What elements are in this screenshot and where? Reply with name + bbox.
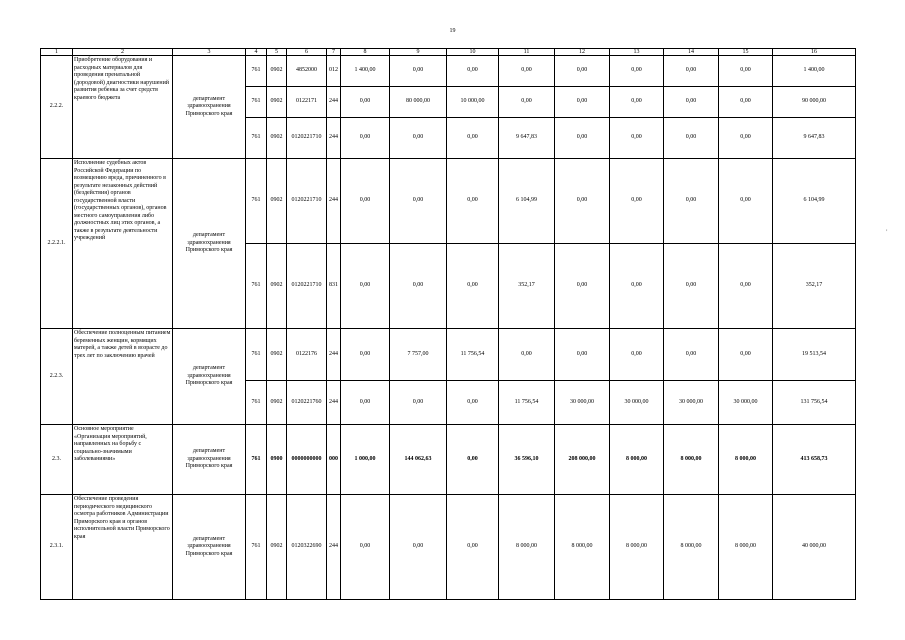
cell-value: 8 000,00 bbox=[664, 425, 719, 495]
row-description: Обеспечение полноценным питанием беременных женщин, кормящих матерей, а также детей в возрасте до трех лет по заключению врачей bbox=[73, 329, 173, 425]
cell-value: 0902 bbox=[267, 159, 287, 244]
cell-value: 0122171 bbox=[287, 87, 327, 118]
cell-value: 0,00 bbox=[664, 329, 719, 381]
cell-value: 8 000,00 bbox=[610, 425, 664, 495]
cell-value: 0,00 bbox=[341, 159, 390, 244]
cell-value: 0120322690 bbox=[287, 495, 327, 600]
cell-value: 0902 bbox=[267, 87, 287, 118]
cell-value: 0,00 bbox=[610, 87, 664, 118]
cell-value: 0,00 bbox=[555, 159, 610, 244]
cell-value: 000 bbox=[327, 425, 341, 495]
cell-value: 0,00 bbox=[447, 425, 499, 495]
cell-value: 0,00 bbox=[555, 87, 610, 118]
cell-value: 0,00 bbox=[664, 159, 719, 244]
budget-table bbox=[40, 48, 856, 600]
cell-value: 0,00 bbox=[499, 87, 555, 118]
cell-value: 0,00 bbox=[341, 495, 390, 600]
cell-value: 0,00 bbox=[555, 244, 610, 329]
cell-value: 0,00 bbox=[610, 329, 664, 381]
cell-value: 1 400,00 bbox=[341, 56, 390, 87]
row-department: департамент здравоохранения Приморского края bbox=[173, 495, 246, 600]
cell-value: 208 000,00 bbox=[555, 425, 610, 495]
table-row bbox=[41, 495, 856, 600]
cell-value: 761 bbox=[246, 425, 267, 495]
cell-value: 0,00 bbox=[499, 56, 555, 87]
cell-value: 80 000,00 bbox=[390, 87, 447, 118]
cell-value: 761 bbox=[246, 87, 267, 118]
cell-value: 0,00 bbox=[390, 118, 447, 159]
table-row bbox=[41, 329, 856, 381]
cell-value: 761 bbox=[246, 495, 267, 600]
cell-value: 30 000,00 bbox=[719, 381, 773, 425]
row-description: Основное мероприятие «Организация мероприятий, направленных на борьбу с социально-значимыми заболеваниями» bbox=[73, 425, 173, 495]
cell-value: 7 757,00 bbox=[390, 329, 447, 381]
cell-value: 4852000 bbox=[287, 56, 327, 87]
cell-value: 0902 bbox=[267, 56, 287, 87]
cell-value: 0,00 bbox=[447, 56, 499, 87]
cell-value: 8 000,00 bbox=[719, 495, 773, 600]
column-header: 11 bbox=[499, 49, 555, 56]
column-header: 14 bbox=[664, 49, 719, 56]
cell-value: 0,00 bbox=[610, 56, 664, 87]
cell-value: 0,00 bbox=[719, 87, 773, 118]
column-header: 13 bbox=[610, 49, 664, 56]
cell-value: 6 104,99 bbox=[773, 159, 856, 244]
row-code: 2.3. bbox=[41, 425, 73, 495]
cell-value: 11 756,54 bbox=[499, 381, 555, 425]
row-department: департамент здравоохранения Приморского края bbox=[173, 159, 246, 329]
cell-value: 0,00 bbox=[341, 329, 390, 381]
cell-value: 131 756,54 bbox=[773, 381, 856, 425]
cell-value: 761 bbox=[246, 118, 267, 159]
cell-value: 0,00 bbox=[390, 244, 447, 329]
row-code: 2.2.3. bbox=[41, 329, 73, 425]
cell-value: 244 bbox=[327, 329, 341, 381]
row-code: 2.2.2.1. bbox=[41, 159, 73, 329]
cell-value: 352,17 bbox=[773, 244, 856, 329]
row-description: Обеспечение проведения периодического медицинского осмотра работников Администрации Приморского края и органов исполнительной власти Приморского края bbox=[73, 495, 173, 600]
cell-value: 831 bbox=[327, 244, 341, 329]
cell-value: 0,00 bbox=[447, 244, 499, 329]
cell-value: 9 647,83 bbox=[773, 118, 856, 159]
cell-value: 0,00 bbox=[390, 56, 447, 87]
cell-value: 0,00 bbox=[719, 56, 773, 87]
column-header: 6 bbox=[287, 49, 327, 56]
cell-value: 0,00 bbox=[341, 244, 390, 329]
cell-value: 012 bbox=[327, 56, 341, 87]
cell-value: 0,00 bbox=[341, 87, 390, 118]
page-number: 19 bbox=[449, 28, 456, 34]
cell-value: 761 bbox=[246, 244, 267, 329]
column-header: 7 bbox=[327, 49, 341, 56]
row-code: 2.2.2. bbox=[41, 56, 73, 159]
cell-value: 36 596,10 bbox=[499, 425, 555, 495]
cell-value: 0,00 bbox=[610, 159, 664, 244]
cell-value: 0,00 bbox=[664, 87, 719, 118]
row-code: 2.3.1. bbox=[41, 495, 73, 600]
column-header: 2 bbox=[73, 49, 173, 56]
cell-value: 0,00 bbox=[664, 244, 719, 329]
table-row bbox=[41, 56, 856, 87]
cell-value: 761 bbox=[246, 159, 267, 244]
cell-value: 8 000,00 bbox=[555, 495, 610, 600]
column-header: 9 bbox=[390, 49, 447, 56]
column-header: 5 bbox=[267, 49, 287, 56]
cell-value: 0,00 bbox=[555, 56, 610, 87]
column-header: 3 bbox=[173, 49, 246, 56]
cell-value: 9 647,83 bbox=[499, 118, 555, 159]
cell-value: 0,00 bbox=[555, 329, 610, 381]
cell-value: 30 000,00 bbox=[610, 381, 664, 425]
cell-value: 352,17 bbox=[499, 244, 555, 329]
cell-value: 0120221710 bbox=[287, 118, 327, 159]
cell-value: 0120221710 bbox=[287, 159, 327, 244]
cell-value: 244 bbox=[327, 495, 341, 600]
cell-value: 0,00 bbox=[447, 118, 499, 159]
cell-value: 10 000,00 bbox=[447, 87, 499, 118]
cell-value: 30 000,00 bbox=[555, 381, 610, 425]
cell-value: 8 000,00 bbox=[664, 495, 719, 600]
cell-value: 0,00 bbox=[341, 381, 390, 425]
column-header: 15 bbox=[719, 49, 773, 56]
cell-value: 0902 bbox=[267, 381, 287, 425]
cell-value: 0120221710 bbox=[287, 244, 327, 329]
cell-value: 0,00 bbox=[447, 159, 499, 244]
cell-value: 0,00 bbox=[447, 381, 499, 425]
row-department: департамент здравоохранения Приморского края bbox=[173, 329, 246, 425]
row-description: Исполнение судебных актов Российской Федерации по возмещению вреда, причиненного в результате незаконных действий (бездействия) органов государственной власти (государственных органов), органов местного самоуправления либо должностных лиц этих органов, а также в результате деятельности учреждений bbox=[73, 159, 173, 329]
column-header: 12 bbox=[555, 49, 610, 56]
cell-value: 30 000,00 bbox=[664, 381, 719, 425]
cell-value: 19 513,54 bbox=[773, 329, 856, 381]
cell-value: 0,00 bbox=[390, 381, 447, 425]
cell-value: 8 000,00 bbox=[610, 495, 664, 600]
cell-value: 11 756,54 bbox=[447, 329, 499, 381]
cell-value: 1 000,00 bbox=[341, 425, 390, 495]
cell-value: 0,00 bbox=[664, 118, 719, 159]
cell-value: 0,00 bbox=[447, 495, 499, 600]
cell-value: 0,00 bbox=[719, 159, 773, 244]
cell-value: 0,00 bbox=[719, 118, 773, 159]
cell-value: 0000000000 bbox=[287, 425, 327, 495]
cell-value: 0,00 bbox=[341, 118, 390, 159]
cell-value: 0,00 bbox=[390, 495, 447, 600]
row-department: департамент здравоохранения Приморского края bbox=[173, 425, 246, 495]
cell-value: 90 000,00 bbox=[773, 87, 856, 118]
cell-value: 0122176 bbox=[287, 329, 327, 381]
cell-value: 244 bbox=[327, 381, 341, 425]
cell-value: 0,00 bbox=[555, 118, 610, 159]
cell-value: 8 000,00 bbox=[499, 495, 555, 600]
header-row bbox=[41, 49, 856, 56]
cell-value: 144 062,63 bbox=[390, 425, 447, 495]
cell-value: 0,00 bbox=[610, 244, 664, 329]
cell-value: 244 bbox=[327, 118, 341, 159]
cell-value: 0902 bbox=[267, 118, 287, 159]
column-header: 4 bbox=[246, 49, 267, 56]
column-header: 1 bbox=[41, 49, 73, 56]
table-row bbox=[41, 425, 856, 495]
cell-value: 0,00 bbox=[664, 56, 719, 87]
cell-value: 0902 bbox=[267, 495, 287, 600]
cell-value: 0,00 bbox=[499, 329, 555, 381]
table-row bbox=[41, 159, 856, 244]
cell-value: 0900 bbox=[267, 425, 287, 495]
cell-value: 761 bbox=[246, 381, 267, 425]
cell-value: 0902 bbox=[267, 244, 287, 329]
column-header: 10 bbox=[447, 49, 499, 56]
cell-value: 40 000,00 bbox=[773, 495, 856, 600]
cell-value: 413 658,73 bbox=[773, 425, 856, 495]
cell-value: 761 bbox=[246, 329, 267, 381]
cell-value: 0120221760 bbox=[287, 381, 327, 425]
cell-value: 8 000,00 bbox=[719, 425, 773, 495]
cell-value: 761 bbox=[246, 56, 267, 87]
cell-value: 0,00 bbox=[610, 118, 664, 159]
cell-value: 0,00 bbox=[719, 244, 773, 329]
cell-value: 0,00 bbox=[390, 159, 447, 244]
row-department: департамент здравоохранения Приморского края bbox=[173, 56, 246, 159]
cell-value: 0,00 bbox=[719, 329, 773, 381]
column-header: 8 bbox=[341, 49, 390, 56]
cell-value: 244 bbox=[327, 159, 341, 244]
edge-mark: , bbox=[886, 226, 888, 232]
cell-value: 0902 bbox=[267, 329, 287, 381]
cell-value: 6 104,99 bbox=[499, 159, 555, 244]
column-header: 16 bbox=[773, 49, 856, 56]
cell-value: 244 bbox=[327, 87, 341, 118]
cell-value: 1 400,00 bbox=[773, 56, 856, 87]
row-description: Приобретение оборудования и расходных материалов для проведения пренатальной (дородовой) диагностики нарушений развития ребенка за счет средств краевого бюджета bbox=[73, 56, 173, 159]
